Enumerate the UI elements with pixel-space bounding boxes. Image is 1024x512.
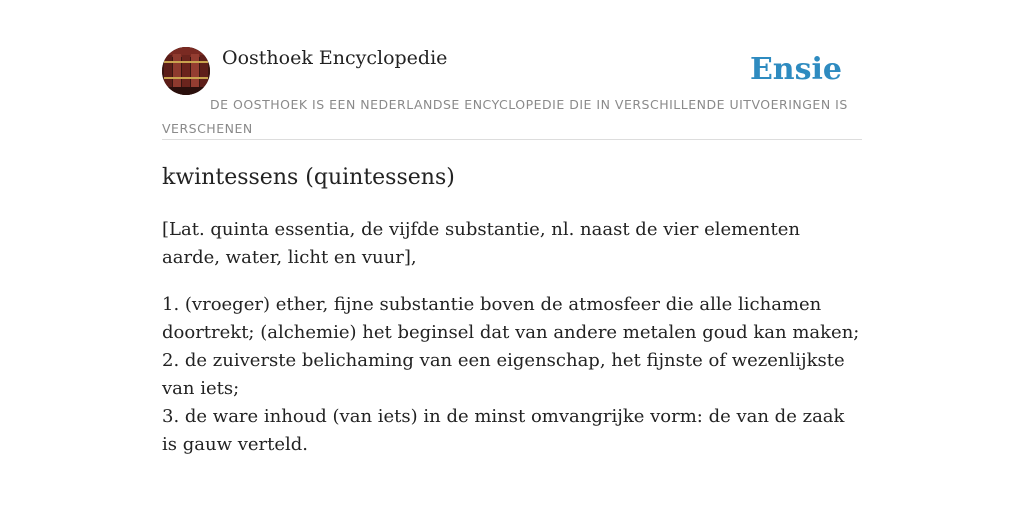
definition-item: 2. de zuiverste belichaming van een eigenschap, het fijnste of wezenlijkste van iets;	[162, 350, 845, 399]
entry-etymology: [Lat. quinta essentia, de vijfde substantie, nl. naast de vier elementen aarde, water, licht en vuur],	[162, 219, 800, 268]
definition-item: 3. de ware inhoud (van iets) in de minst omvangrijke vorm: de van de zaak is gauw verteld.	[162, 406, 845, 455]
definition-item: 1. (vroeger) ether, fijne substantie boven de atmosfeer die alle lichamen doortrekt; (alchemie) het beginsel dat van andere metalen goud kan maken;	[162, 294, 860, 343]
entry-title: kwintessens (quintessens)	[162, 165, 455, 190]
entry-definitions	[162, 291, 862, 459]
source-avatar[interactable]	[162, 47, 210, 95]
brand-logo-link[interactable]: Ensie	[749, 52, 842, 87]
source-tagline: DE OOSTHOEK IS EEN NEDERLANDSE ENCYCLOPEDIE DIE IN VERSCHILLENDE UITVOERINGEN IS VERSCHENEN	[162, 97, 848, 136]
book-spines-icon	[162, 47, 210, 95]
source-name[interactable]: Oosthoek Encyclopedie	[222, 47, 448, 69]
site-header	[162, 44, 862, 140]
article	[162, 162, 862, 459]
